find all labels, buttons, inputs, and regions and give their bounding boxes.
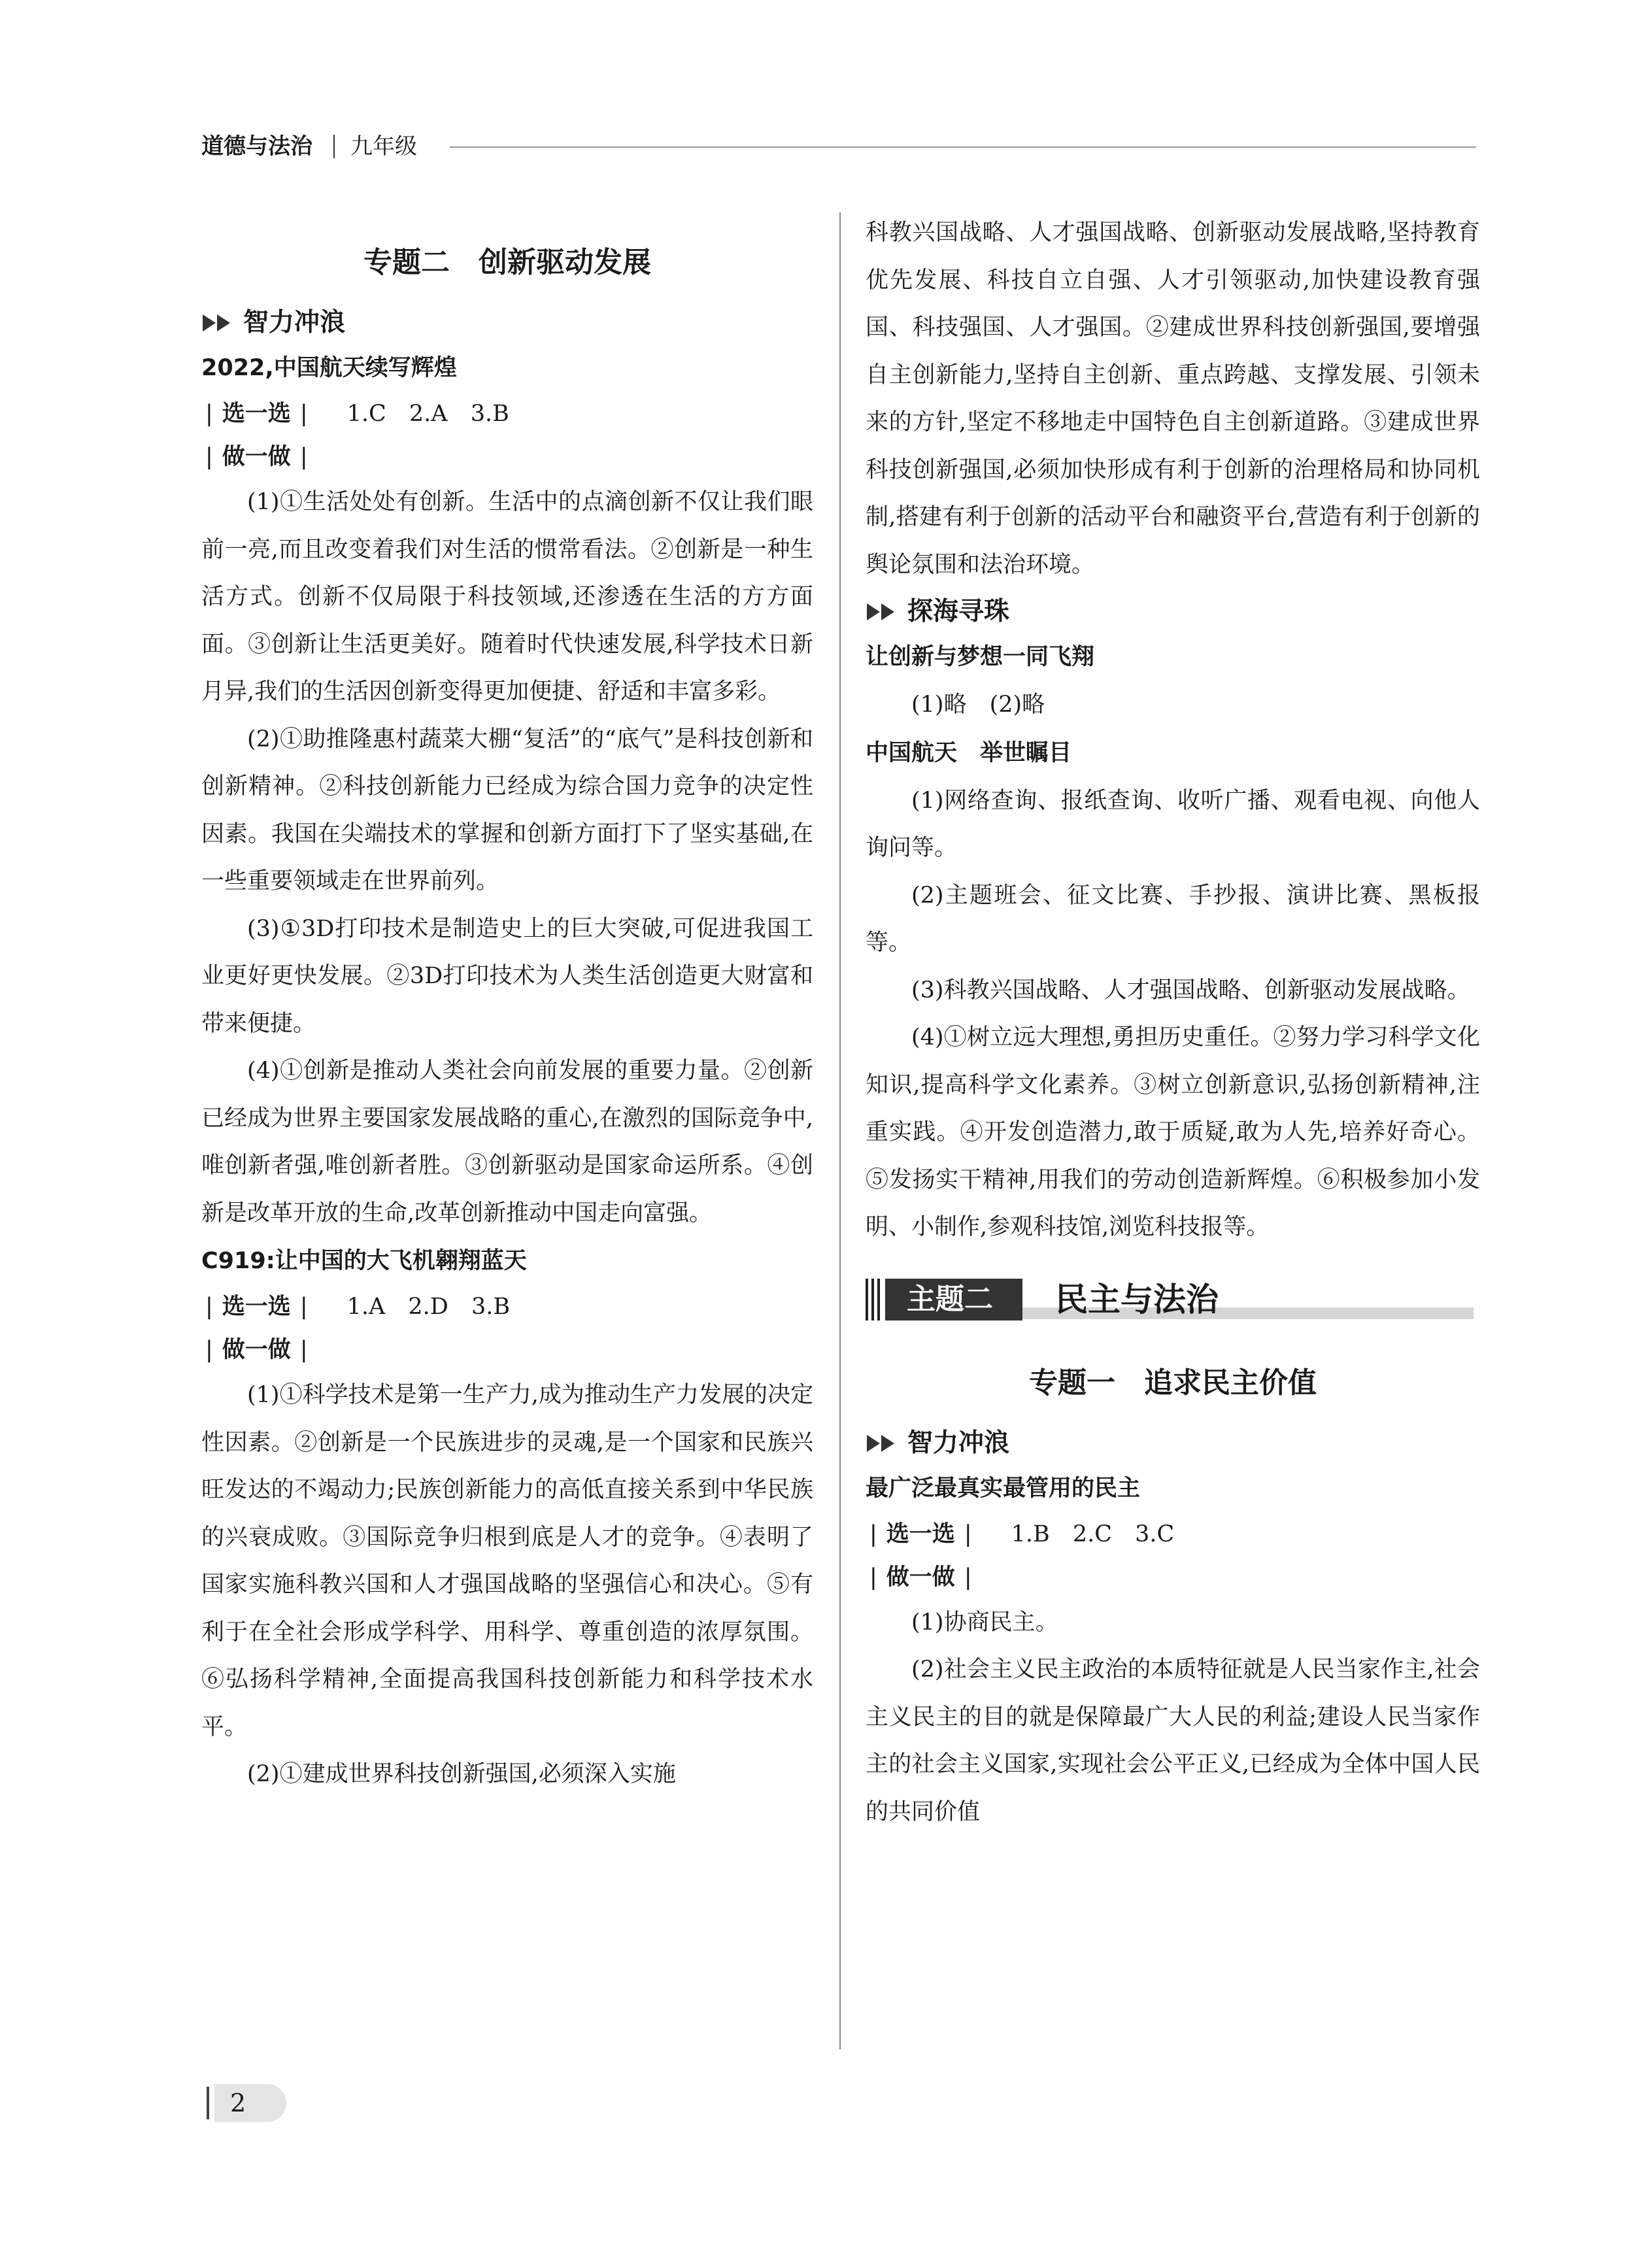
header-rule — [450, 146, 1476, 148]
double-arrow-icon — [866, 602, 902, 622]
choice-row — [866, 1513, 1480, 1556]
do-row — [201, 1328, 813, 1371]
choice-label: | 选一选 | — [205, 1294, 308, 1320]
double-arrow-icon — [201, 313, 238, 333]
question-title: 最广泛最真实最管用的民主 — [866, 1475, 1141, 1502]
theme-name: 民主与法治 — [1055, 1280, 1219, 1319]
section-heading — [866, 592, 1480, 631]
section-heading — [866, 1424, 1480, 1463]
header-separator — [333, 135, 335, 158]
do-label: | 做一做 | — [869, 1564, 972, 1590]
theme-banner — [866, 1273, 1480, 1332]
choice-row — [201, 392, 813, 435]
page-header — [201, 128, 1476, 165]
topic-title: 专题一 追求民主价值 — [1029, 1366, 1317, 1400]
answer-paragraph: (2)社会主义民主政治的本质特征就是人民当家作主,社会主义民主的目的就是保障最广大人民的利益;建设人民当家作主的社会主义国家,实现社会公平正义,已经成为全体中国人民的共同价值 — [866, 1657, 1480, 1825]
column-divider — [839, 212, 841, 2049]
choice-label: | 选一选 | — [205, 401, 308, 427]
answer-paragraph: (1)网络查询、报纸查询、收听广播、观看电视、向他人询问等。 — [866, 787, 1480, 861]
question-title: 让创新与梦想一同飞翔 — [866, 644, 1095, 670]
right-column — [866, 209, 1480, 2118]
question-title: 2022,中国航天续写辉煌 — [201, 355, 457, 381]
do-label: | 做一做 | — [205, 1337, 308, 1363]
do-row — [866, 1556, 1480, 1599]
choice-answers: 1.A 2.D 3.B — [346, 1294, 511, 1320]
banner-bars — [866, 1279, 881, 1320]
page-number-tick — [207, 2087, 209, 2119]
page-number — [207, 2084, 285, 2123]
answer-paragraph: (1)略 (2)略 — [911, 692, 1045, 718]
answer-paragraph: (1)①科学技术是第一生产力,成为推动生产力发展的决定性因素。②创新是一个民族进步的灵魂,是一个国家和民族兴旺发达的不竭动力;民族创新能力的高低直接关系到中华民族的兴衰成败。③国际竞争归根到底是人才的竞争。④表明了国家实施科教兴国和人才强国战略的坚强信心和决心。⑤有利于在全社会形成学科学、用科学、尊重创造的浓厚氛围。⑥弘扬科学精神,全面提高我国科技创新能力和科学技术水平。 — [201, 1382, 813, 1740]
header-grade: 九年级 — [350, 133, 417, 160]
choice-answers: 1.C 2.A 3.B — [346, 401, 509, 427]
section-label: 探海寻珠 — [907, 597, 1010, 626]
do-label: | 做一做 | — [205, 444, 308, 470]
answer-paragraph: (2)①建成世界科技创新强国,必须深入实施 — [247, 1761, 676, 1787]
answer-paragraph: (2)主题班会、征文比赛、手抄报、演讲比赛、黑板报等。 — [866, 882, 1480, 956]
answer-paragraph: (1)协商民主。 — [911, 1609, 1058, 1636]
answer-paragraph: (3)①3D打印技术是制造史上的巨大突破,可促进我国工业更好更快发展。②3D打印技术为人类生活创造更大财富和带来便捷。 — [201, 915, 813, 1037]
header-subject: 道德与法治 — [201, 133, 312, 160]
choice-row — [201, 1285, 813, 1328]
topic-title: 专题二 创新驱动发展 — [363, 246, 651, 279]
answer-paragraph-continued: 科教兴国战略、人才强国战略、创新驱动发展战略,坚持教育优先发展、科技自立自强、人才引领驱动,加快建设教育强国、科技强国、人才强国。②建成世界科技创新强国,要增强自主创新能力,坚持自主创新、重点跨越、支撑发展、引领未来的方针,坚定不移地走中国特色自主创新道路。③建成世界科技创新强国,必须加快形成有利于创新的治理格局和协同机制,搭建有利于创新的活动平台和融资平台,营造有利于创新的舆论氛围和法治环境。 — [866, 220, 1480, 578]
section-label: 智力冲浪 — [907, 1428, 1010, 1458]
page-number-pill — [214, 2084, 286, 2122]
answer-paragraph: (1)①生活处处有创新。生活中的点滴创新不仅让我们眼前一亮,而且改变着我们对生活的惯常看法。②创新是一种生活方式。创新不仅局限于科技领域,还渗透在生活的方方面面。③创新让生活更美好。随着时代快速发展,科学技术日新月异,我们的生活因创新变得更加便捷、舒适和丰富多彩。 — [201, 489, 813, 705]
do-row — [201, 435, 813, 479]
answer-paragraph: (4)①创新是推动人类社会向前发展的重要力量。②创新已经成为世界主要国家发展战略的重心,在激烈的国际竞争中,唯创新者强,唯创新者胜。③创新驱动是国家命运所系。④创新是改革开放的生命,改革创新推动中国走向富强。 — [201, 1058, 813, 1226]
left-column — [201, 209, 813, 2118]
double-arrow-icon — [866, 1434, 902, 1453]
section-label: 智力冲浪 — [243, 308, 346, 337]
page-number-text: 2 — [230, 2089, 246, 2117]
answer-paragraph: (3)科教兴国战略、人才强国战略、创新驱动发展战略。 — [911, 977, 1470, 1003]
question-title: 中国航天 举世瞩目 — [866, 739, 1072, 766]
section-heading — [201, 303, 813, 343]
choice-label: | 选一选 | — [869, 1521, 972, 1547]
theme-label: 主题二 — [907, 1282, 993, 1316]
choice-answers: 1.B 2.C 3.C — [1011, 1521, 1175, 1547]
question-title: C919:让中国的大飞机翱翔蓝天 — [201, 1248, 527, 1274]
answer-paragraph: (4)①树立远大理想,勇担历史重任。②努力学习科学文化知识,提高科学文化素养。③树立创新意识,弘扬创新精神,注重实践。④开发创造潜力,敢于质疑,敢为人先,培养好奇心。⑤发扬实干精神,用我们的劳动创造新辉煌。⑥积极参加小发明、小制作,参观科技馆,浏览科技报等。 — [866, 1024, 1480, 1240]
answer-paragraph: (2)①助推隆惠村蔬菜大棚“复活”的“底气”是科技创新和创新精神。②科技创新能力已经成为综合国力竞争的决定性因素。我国在尖端技术的掌握和创新方面打下了坚实基础,在一些重要领域走在世界前列。 — [201, 726, 813, 894]
